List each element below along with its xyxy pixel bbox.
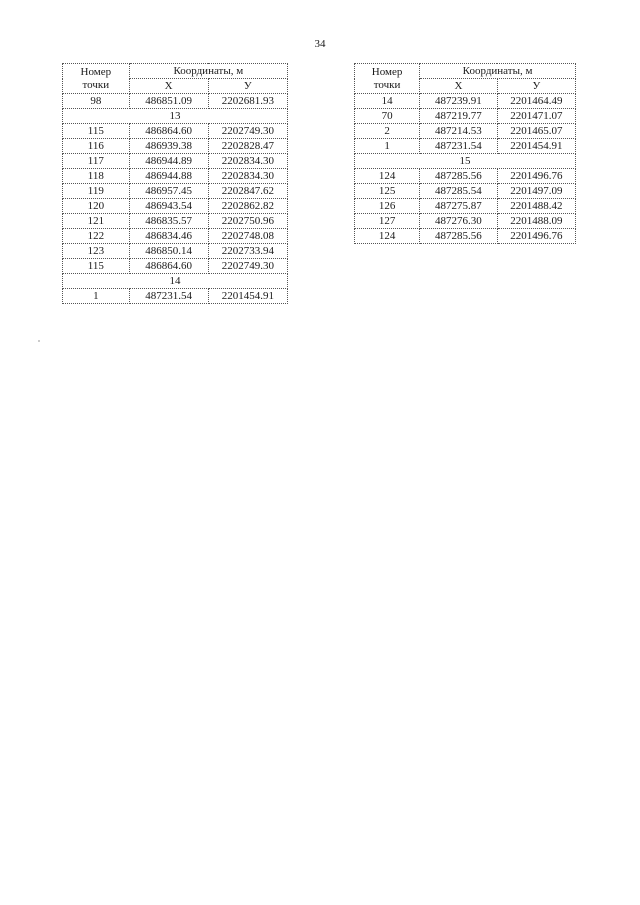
table-row	[63, 244, 288, 259]
coordinates-table-right	[354, 63, 576, 244]
y-coordinate-cell: 2201496.76	[497, 229, 575, 244]
section-label: 13	[63, 109, 288, 124]
x-coordinate-cell: 487219.77	[420, 109, 498, 124]
point-number-cell: 120	[63, 199, 130, 214]
x-coordinate-cell: 487231.54	[129, 289, 208, 304]
coordinates-table-left	[62, 63, 288, 304]
header-y: У	[497, 79, 575, 94]
table-row	[355, 139, 576, 154]
table-row	[63, 229, 288, 244]
table-row	[355, 229, 576, 244]
x-coordinate-cell: 486957.45	[129, 184, 208, 199]
point-number-cell: 124	[355, 229, 420, 244]
y-coordinate-cell: 2202847.62	[208, 184, 287, 199]
y-coordinate-cell: 2201454.91	[208, 289, 287, 304]
point-number-cell: 1	[63, 289, 130, 304]
header-y: У	[208, 79, 287, 94]
x-coordinate-cell: 486943.54	[129, 199, 208, 214]
x-coordinate-cell: 486944.88	[129, 169, 208, 184]
header-x: X	[129, 79, 208, 94]
header-point-number	[63, 64, 130, 94]
page-number: 34	[314, 38, 326, 50]
point-number-cell: 125	[355, 184, 420, 199]
header-point-number-line2: точки	[373, 78, 401, 91]
point-number-cell: 70	[355, 109, 420, 124]
x-coordinate-cell: 486939.38	[129, 139, 208, 154]
table-row	[355, 109, 576, 124]
y-coordinate-cell: 2201465.07	[497, 124, 575, 139]
scan-speck	[38, 340, 40, 342]
y-coordinate-cell: 2201497.09	[497, 184, 575, 199]
point-number-cell: 121	[63, 214, 130, 229]
x-coordinate-cell: 487231.54	[420, 139, 498, 154]
point-number-cell: 14	[355, 94, 420, 109]
table-row	[63, 124, 288, 139]
y-coordinate-cell: 2202749.30	[208, 259, 287, 274]
point-number-cell: 2	[355, 124, 420, 139]
x-coordinate-cell: 486864.60	[129, 124, 208, 139]
point-number-cell: 117	[63, 154, 130, 169]
x-coordinate-cell: 487276.30	[420, 214, 498, 229]
section-label: 15	[355, 154, 576, 169]
y-coordinate-cell: 2201496.76	[497, 169, 575, 184]
section-row	[63, 274, 288, 289]
y-coordinate-cell: 2202862.82	[208, 199, 287, 214]
table-row	[355, 199, 576, 214]
y-coordinate-cell: 2202748.08	[208, 229, 287, 244]
header-point-number-line1: Номер	[371, 65, 403, 78]
x-coordinate-cell: 487214.53	[420, 124, 498, 139]
y-coordinate-cell: 2201471.07	[497, 109, 575, 124]
header-x: X	[420, 79, 498, 94]
y-coordinate-cell: 2202750.96	[208, 214, 287, 229]
table-row	[63, 184, 288, 199]
point-number-cell: 116	[63, 139, 130, 154]
x-coordinate-cell: 487285.56	[420, 169, 498, 184]
point-number-cell: 127	[355, 214, 420, 229]
x-coordinate-cell: 486834.46	[129, 229, 208, 244]
x-coordinate-cell: 487275.87	[420, 199, 498, 214]
y-coordinate-cell: 2201488.09	[497, 214, 575, 229]
table-row	[63, 214, 288, 229]
section-row	[63, 109, 288, 124]
x-coordinate-cell: 487285.56	[420, 229, 498, 244]
table-row	[63, 289, 288, 304]
x-coordinate-cell: 487239.91	[420, 94, 498, 109]
point-number-cell: 118	[63, 169, 130, 184]
y-coordinate-cell: 2202749.30	[208, 124, 287, 139]
point-number-cell: 1	[355, 139, 420, 154]
x-coordinate-cell: 486944.89	[129, 154, 208, 169]
x-coordinate-cell: 487285.54	[420, 184, 498, 199]
table-row	[63, 169, 288, 184]
header-point-number	[355, 64, 420, 94]
point-number-cell: 123	[63, 244, 130, 259]
table-row	[63, 199, 288, 214]
point-number-cell: 98	[63, 94, 130, 109]
table-row	[63, 259, 288, 274]
y-coordinate-cell: 2201488.42	[497, 199, 575, 214]
y-coordinate-cell: 2202828.47	[208, 139, 287, 154]
x-coordinate-cell: 486835.57	[129, 214, 208, 229]
header-coordinates: Координаты, м	[420, 64, 576, 79]
y-coordinate-cell: 2202834.30	[208, 169, 287, 184]
point-number-cell: 124	[355, 169, 420, 184]
header-coordinates: Координаты, м	[129, 64, 287, 79]
x-coordinate-cell: 486864.60	[129, 259, 208, 274]
y-coordinate-cell: 2201454.91	[497, 139, 575, 154]
table-row	[355, 94, 576, 109]
point-number-cell: 119	[63, 184, 130, 199]
section-row	[355, 154, 576, 169]
section-label: 14	[63, 274, 288, 289]
table-row	[355, 214, 576, 229]
x-coordinate-cell: 486851.09	[129, 94, 208, 109]
point-number-cell: 115	[63, 124, 130, 139]
y-coordinate-cell: 2202834.30	[208, 154, 287, 169]
header-point-number-line1: Номер	[80, 65, 112, 78]
table-row	[63, 94, 288, 109]
table-row	[355, 169, 576, 184]
point-number-cell: 122	[63, 229, 130, 244]
table-row	[63, 139, 288, 154]
x-coordinate-cell: 486850.14	[129, 244, 208, 259]
point-number-cell: 126	[355, 199, 420, 214]
table-row	[355, 124, 576, 139]
y-coordinate-cell: 2202681.93	[208, 94, 287, 109]
y-coordinate-cell: 2202733.94	[208, 244, 287, 259]
header-point-number-line2: точки	[82, 78, 110, 91]
table-row	[63, 154, 288, 169]
point-number-cell: 115	[63, 259, 130, 274]
y-coordinate-cell: 2201464.49	[497, 94, 575, 109]
table-row	[355, 184, 576, 199]
